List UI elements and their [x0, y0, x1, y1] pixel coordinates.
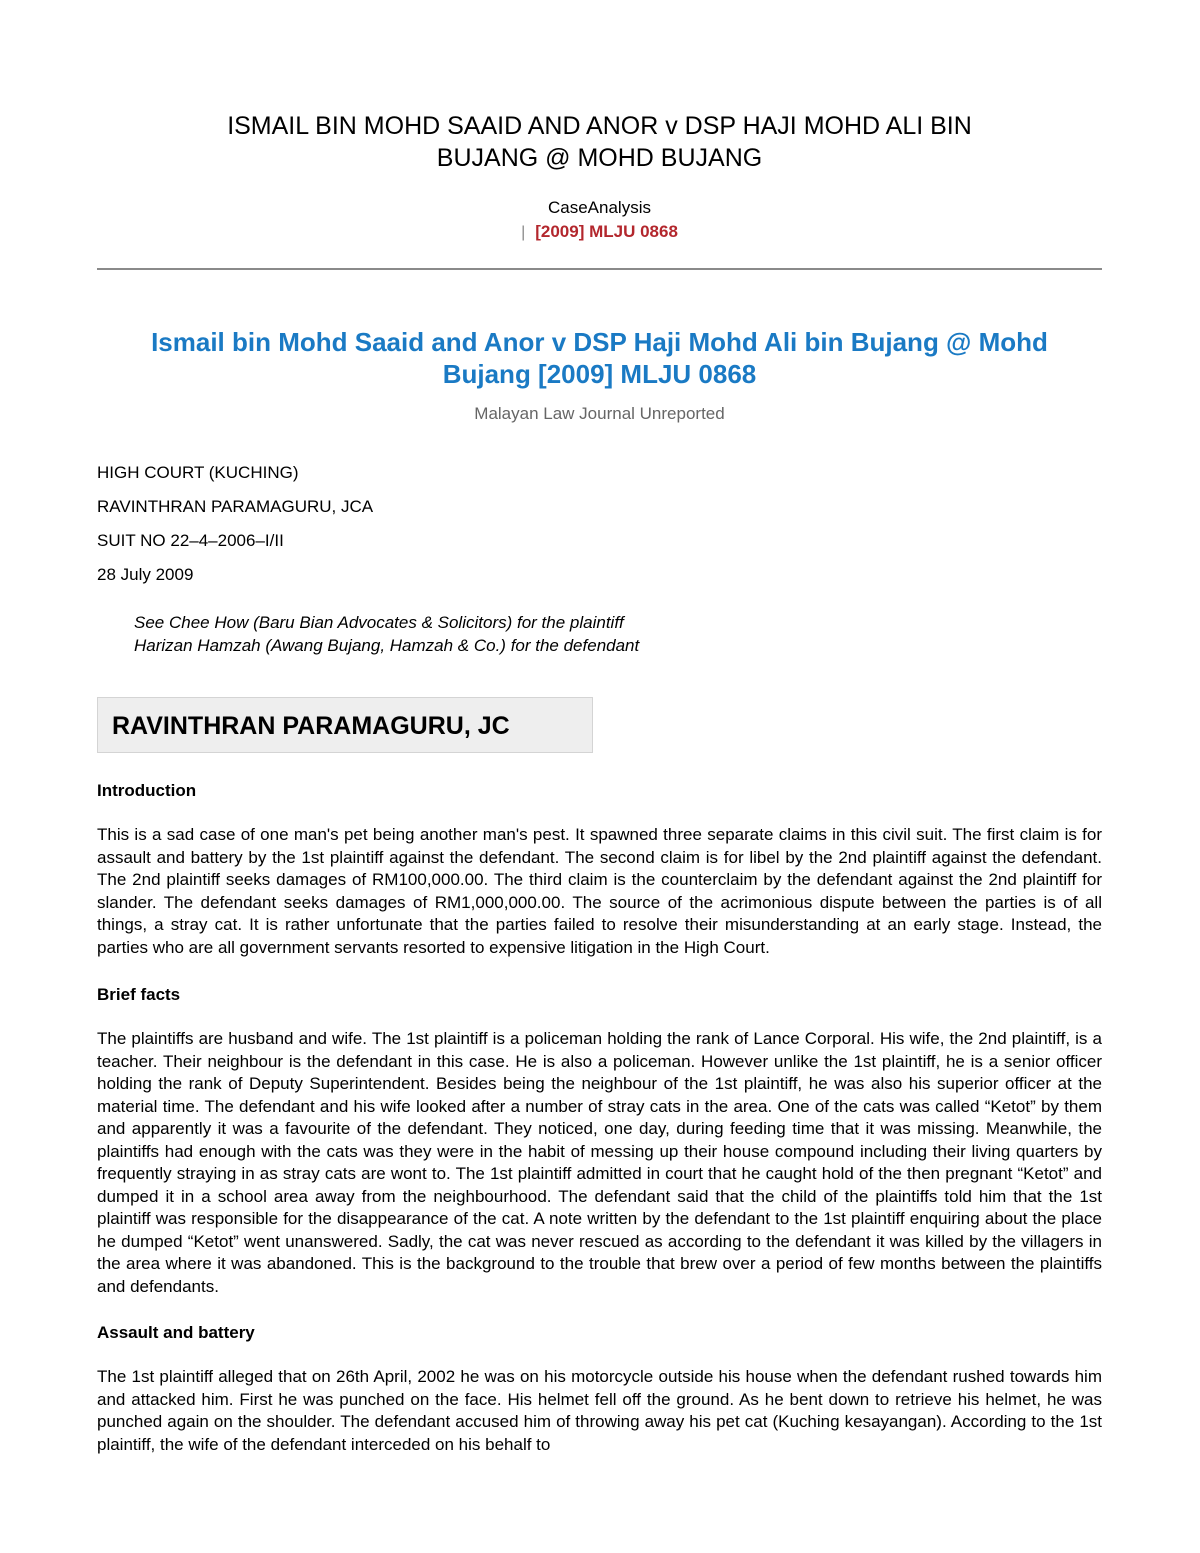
case-heading-line-1: Ismail bin Mohd Saaid and Anor v DSP Haji Mohd Ali bin Bujang @ Mohd — [151, 327, 1048, 357]
counsel-plaintiff: See Chee How (Baru Bian Advocates & Solicitors) for the plaintiff — [134, 613, 624, 632]
case-heading-line-2: Bujang [2009] MLJU 0868 — [442, 359, 757, 389]
document-title-line-2: BUJANG @ MOHD BUJANG — [436, 144, 763, 172]
counsel-defendant: Harizan Hamzah (Awang Bujang, Hamzah & Co.) for the defendant — [134, 636, 640, 655]
section-text-introduction: This is a sad case of one man's pet being another man's pest. It spawned three separate claims in this civil suit. The first claim is for assault and battery by the 1st plaintiff against the defendant. The second claim is for libel by the 2nd plaintiff against the defendant. The 2nd plaintiff seeks damages of RM100,000.00. The third claim is the counterclaim by the defendant against the 2nd plaintiff for slander. The defendant seeks damages of RM1,000,000.00. The source of the acrimonious dispute between the parties is of all things, a stray cat. It is rather unfortunate that the parties failed to resolve their misunderstanding at an early stage. Instead, the parties who are all government servants resorted to expensive litigation in the High Court. — [97, 825, 1102, 957]
judge-name: RAVINTHRAN PARAMAGURU, JCA — [97, 497, 374, 516]
judge-heading-box: RAVINTHRAN PARAMAGURU, JC — [97, 697, 593, 753]
suit-number: SUIT NO 22–4–2006–I/II — [97, 531, 284, 550]
section-heading-introduction: Introduction — [97, 781, 197, 800]
citation-reference: [2009] MLJU 0868 — [535, 222, 678, 241]
citation-separator: | — [521, 224, 526, 241]
case-heading — [97, 326, 1102, 390]
section-text-brief-facts: The plaintiffs are husband and wife. The 1st plaintiff is a policeman holding the rank of Lance Corporal. His wife, the 2nd plaintiff, is a teacher. Their neighbour is the defendant in this case. He is also a policeman. However unlike the 1st plaintiff, he is a senior officer holding the rank of Deputy Superintendent. Besides being the neighbour of the 1st plaintiff, he was also his superior officer at the material time. The defendant and his wife looked after a number of stray cats in the area. One of the cats was called “Ketot” by them and apparently it was a favourite of the defendant. They noticed, one day, during feeding time that it was missing. Meanwhile, the plaintiffs had enough with the cats was they were in the habit of messing up their house compound including their living quarters by frequently straying in as stray cats are wont to. The 1st plaintiff admitted in court that he caught hold of the then pregnant “Ketot” and dumped it in a school area away from the neighbourhood. The defendant said that the child of the plaintiffs told him that the 1st plaintiff was responsible for the disappearance of the cat. A note written by the defendant to the 1st plaintiff enquiring about the place he dumped “Ketot” went unanswered. Sadly, the cat was never rescued as according to the defendant it was killed by the villagers in the area where it was abandoned. This is the background to the trouble that brew over a period of few months between the plaintiffs and defendants. — [97, 1029, 1102, 1296]
citation-row — [97, 222, 1102, 243]
case-type-label: CaseAnalysis — [548, 198, 651, 217]
counsel-block — [134, 611, 639, 657]
document-title-line-1: ISMAIL BIN MOHD SAAID AND ANOR v DSP HAJI MOHD ALI BIN — [227, 112, 972, 140]
section-text-assault-and-battery: The 1st plaintiff alleged that on 26th April, 2002 he was on his motorcycle outside his house when the defendant rushed towards him and attacked him. First he was punched on the face. His helmet fell off the ground. As he bent down to retrieve his helmet, he was punched again on the shoulder. The defendant accused him of throwing away his pet cat (Kuching kesayangan). According to the 1st plaintiff, the wife of the defendant interceded on his behalf to — [97, 1367, 1102, 1454]
section-heading-assault-and-battery: Assault and battery — [97, 1323, 255, 1342]
header-divider — [97, 268, 1102, 270]
journal-name: Malayan Law Journal Unreported — [474, 404, 725, 423]
document-title — [97, 110, 1102, 174]
court-name: HIGH COURT (KUCHING) — [97, 463, 299, 482]
judgment-date: 28 July 2009 — [97, 565, 194, 584]
section-heading-brief-facts: Brief facts — [97, 985, 181, 1004]
